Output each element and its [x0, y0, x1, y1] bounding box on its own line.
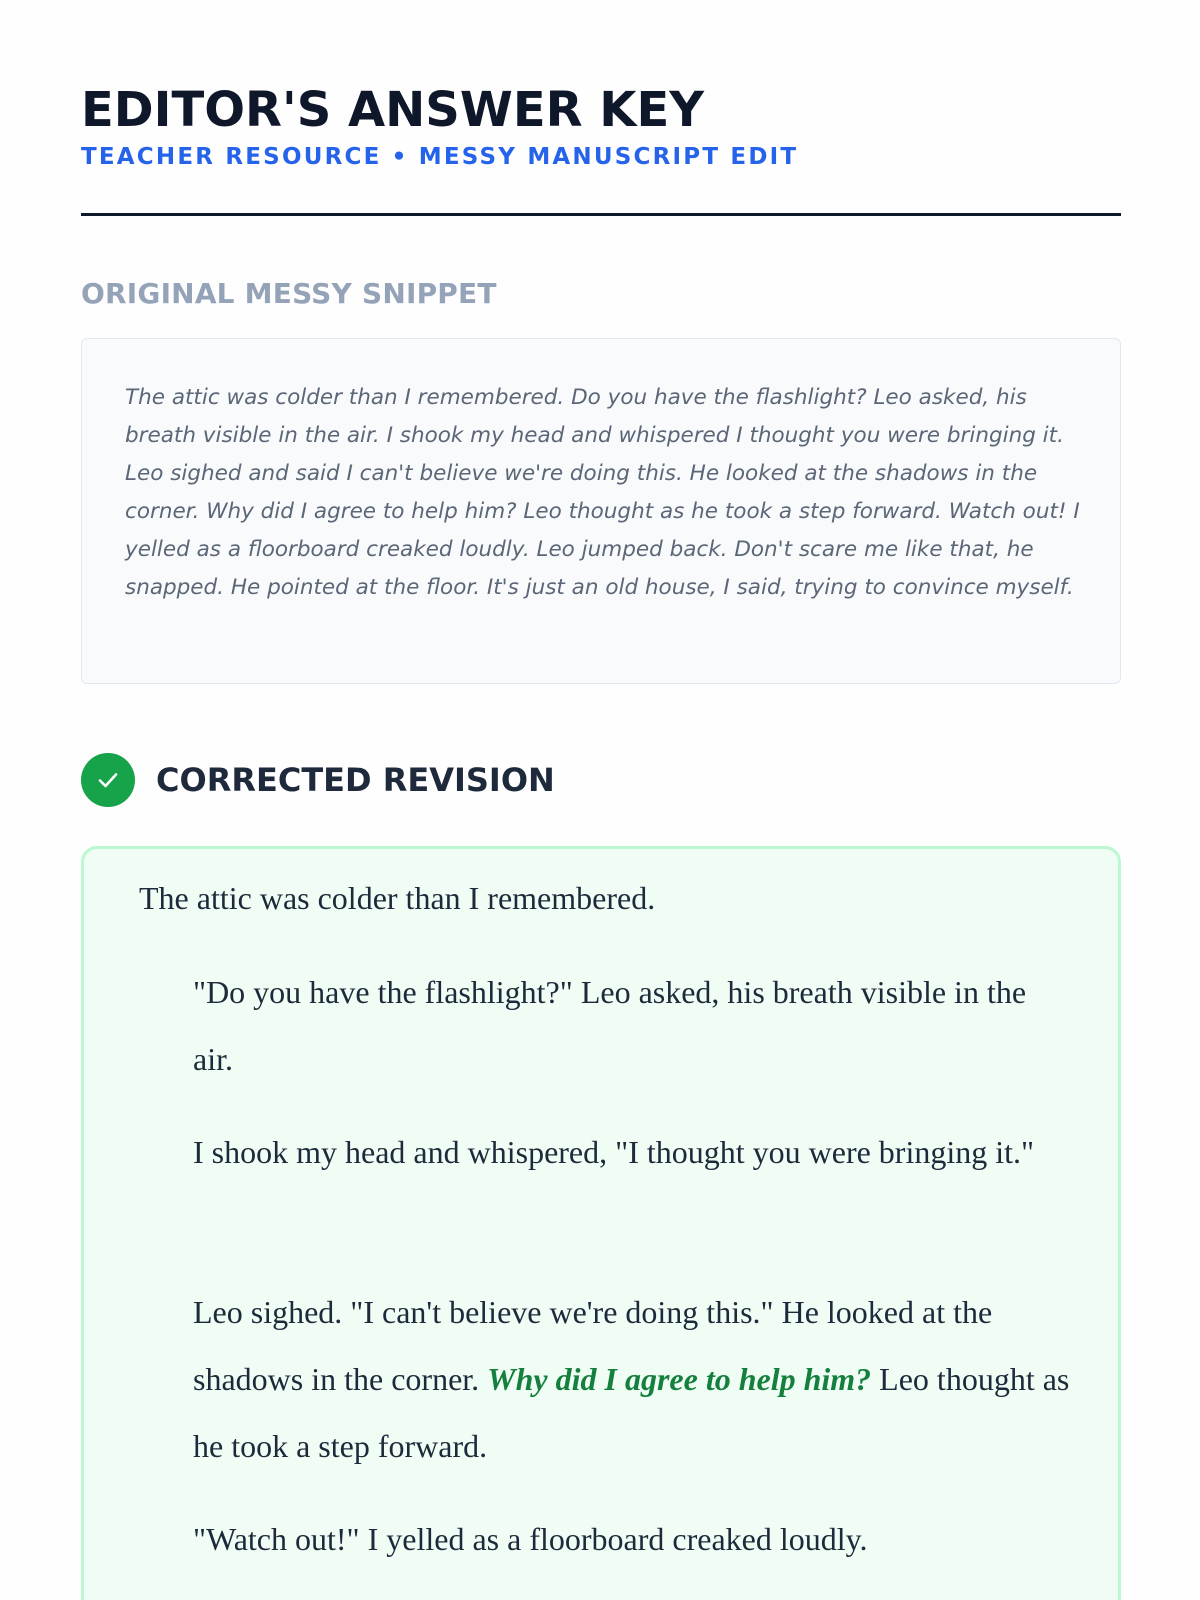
check-circle-icon	[81, 753, 135, 807]
page-title: EDITOR'S ANSWER KEY	[81, 82, 705, 138]
corrected-revision-box	[81, 846, 1121, 1600]
original-section-label: ORIGINAL MESSY SNIPPET	[81, 277, 497, 310]
internal-thought-highlight: Why did I agree to help him?	[487, 1361, 872, 1397]
revision-paragraph-warning: "Watch out!" I yelled as a floorboard creaked loudly.	[193, 1521, 868, 1557]
revision-paragraph-flashlight: "Do you have the flashlight?" Leo asked, his breath visible in the air.	[193, 974, 1027, 1077]
revision-paragraph-whisper: I shook my head and whispered, "I thought you were bringing it."	[193, 1134, 1035, 1170]
original-snippet-box	[81, 338, 1121, 684]
corrected-section-header	[81, 753, 555, 807]
revision-text-before-thought: Leo sighed. "I can't believe we're doing this." He looked at the shadows in the corner.	[193, 1294, 993, 1397]
revision-text-after-thought: Leo thought as he took a step forward.	[193, 1361, 1070, 1464]
page-subtitle: TEACHER RESOURCE • MESSY MANUSCRIPT EDIT	[81, 144, 799, 170]
corrected-section-label: CORRECTED REVISION	[156, 761, 555, 799]
original-snippet-text: The attic was colder than I remembered. Do you have the flashlight? Leo asked, his breath visible in the air. I shook my head and whispered I thought you were bringing it. Leo sighed and said I can't believe we're doing this. He looked at the shadows in the corner. Why did I agree to help him? Leo thought as he took a step forward. Watch out! I yelled as a floorboard creaked loudly. Leo jumped back. Don't scare me like that, he snapped. He pointed at the floor. It's just an old house, I said, trying to convince myself.	[125, 385, 1080, 600]
header-divider	[81, 213, 1121, 216]
answer-key-page	[81, 0, 1121, 1600]
revision-paragraph-sigh	[193, 1279, 1073, 1480]
revision-paragraph-intro: The attic was colder than I remembered.	[139, 880, 656, 916]
